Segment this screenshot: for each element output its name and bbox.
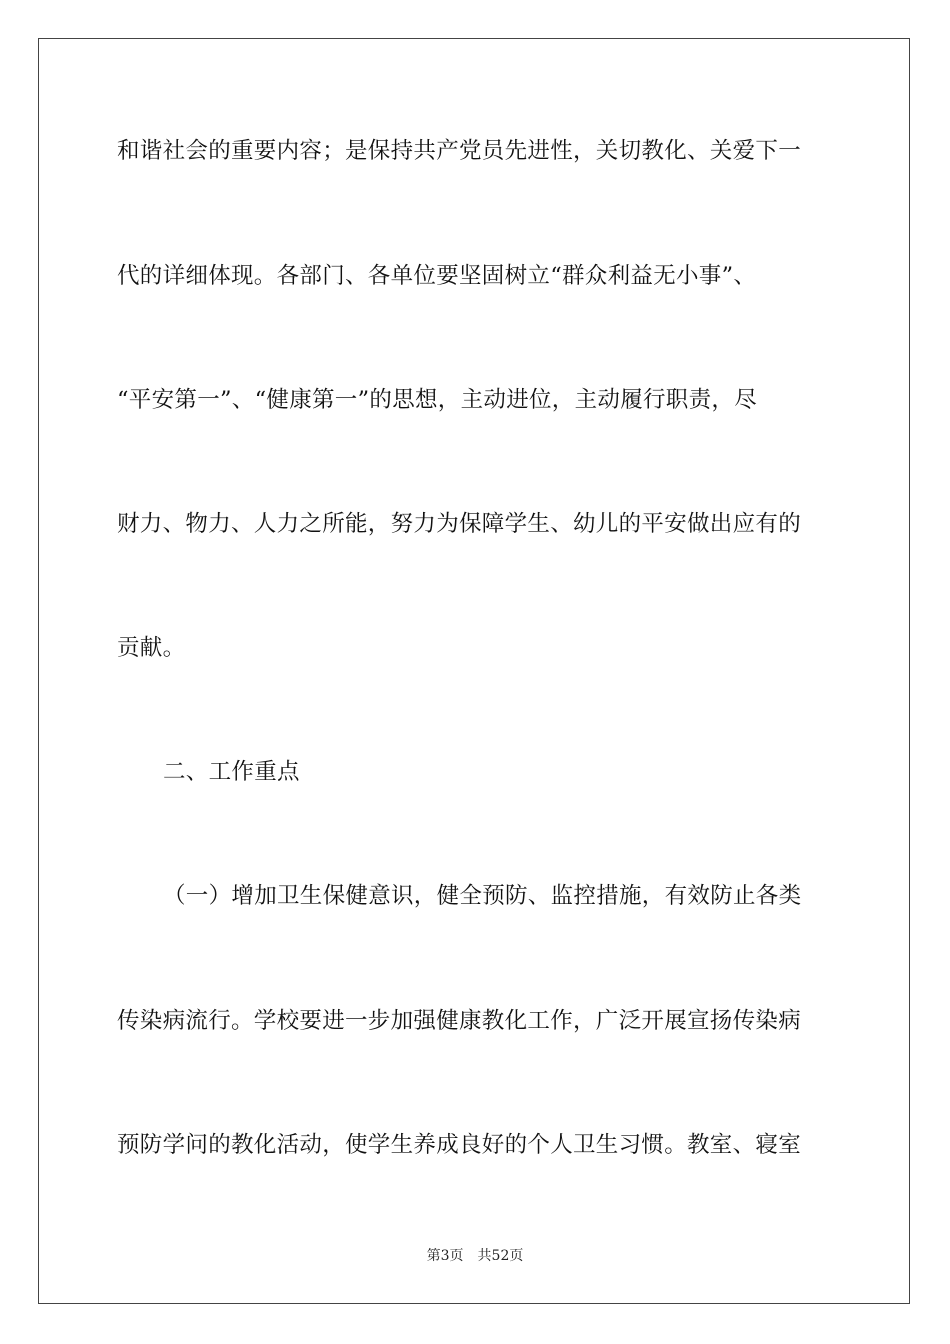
page-footer <box>0 1247 950 1265</box>
subsection-heading-text: （一）增加卫生保健意识，健全预防、监控措施，有效防止各类 <box>163 883 802 909</box>
body-text-line: 传染病流行。学校要进一步加强健康教化工作，广泛开展宣扬传染病 <box>117 1008 802 1034</box>
body-text-line: 财力、物力、人力之所能，努力为保障学生、幼儿的平安做出应有的 <box>117 511 802 537</box>
section-heading: 二、工作重点 <box>163 759 300 785</box>
body-text-line: 贡献。 <box>117 635 186 661</box>
body-text-line: 和谐社会的重要内容；是保持共产党员先进性，关切教化、关爱下一 <box>117 138 802 164</box>
body-text-line: “平安第一”、“健康第一”的思想，主动进位，主动履行职责，尽 <box>117 387 758 413</box>
body-text-line: 代的详细体现。各部门、各单位要坚固树立“群众利益无小事”、 <box>117 263 757 289</box>
page-total: 共52页 <box>477 1248 524 1264</box>
body-text-line: 预防学问的教化活动，使学生养成良好的个人卫生习惯。教室、寝室 <box>117 1132 802 1158</box>
page-frame <box>38 38 910 1304</box>
page-number: 第3页 <box>426 1248 464 1264</box>
